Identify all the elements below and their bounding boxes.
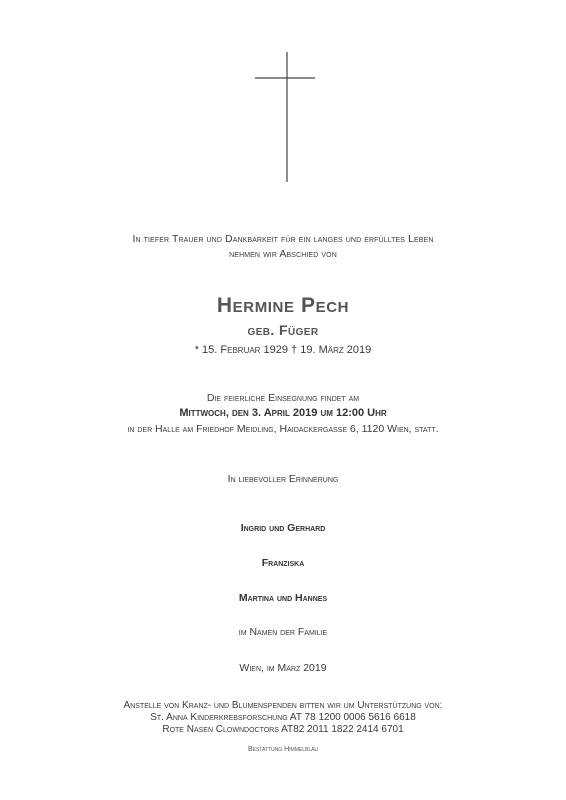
life-dates: * 15. Februar 1929 † 19. März 2019 [194,344,372,356]
donation-line-1: Anstelle von Kranz- und Blumenspenden bitten wir um Unterstützung von: [123,700,443,711]
remembrance-line: In liebevoller Erinnerung [227,473,339,485]
ceremony-date-time: Mittwoch, den 3. April 2019 um 12:00 Uhr [179,407,387,419]
mourner-name: Ingrid und Gerhard [240,522,326,534]
family-line: im Namen der Familie [238,626,328,638]
intro-line-1: In tiefer Trauer und Dankbarkeit für ein langes und erfülltes Leben [132,233,434,245]
cross-icon [255,52,315,182]
mourner-name: Martina und Hannes [238,592,328,604]
place-date: Wien, im März 2019 [239,662,327,674]
ceremony-line-1: Die feierliche Einsegnung findet am [206,392,360,404]
birth-name: geb. Füger [247,322,319,338]
undertaker-credit: Bestattung Himmelblau [247,746,319,753]
donation-line-3: Rote Nasen Clowndoctors AT82 2011 1822 2414 6701 [162,724,404,735]
intro-line-2: nehmen wir Abschied von [229,248,337,260]
donation-line-2: St. Anna Kinderkrebsforschung AT 78 1200 0006 5616 6618 [150,712,416,723]
deceased-name: Hermine Pech [216,294,350,317]
ceremony-location: in der Halle am Friedhof Meidling, Haidackergasse 6, 1120 Wien, statt. [127,423,439,435]
mourner-name: Franziska [261,557,305,569]
